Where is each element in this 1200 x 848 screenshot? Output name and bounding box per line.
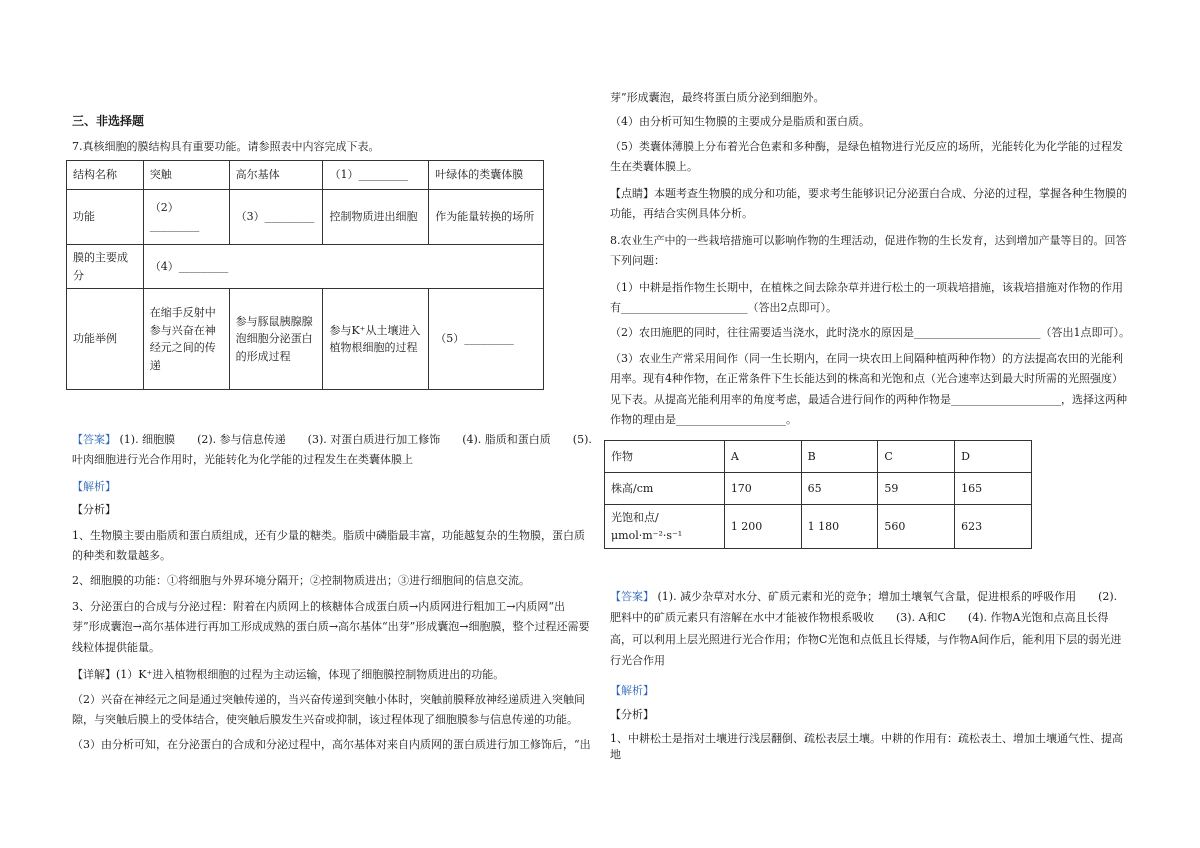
membrane-table — [66, 160, 544, 390]
right-last-paragraph: 1、中耕松土是指对土壤进行浅层翻倒、疏松表层土壤。中耕的作用有：疏松表土、增加土壤通气性、提高地 — [610, 732, 1123, 761]
table-cell: 功能举例 — [67, 289, 144, 390]
paragraph-3: 3、分泌蛋白的合成与分泌过程：附着在内质网上的核糖体合成蛋白质→内质网进行粗加工→内质网“出芽”形成囊泡→高尔基体进行再加工形成成熟的蛋白质→高尔基体“出芽”形成囊泡→细胞膜，整个过程还需要线粒体提供能量。 — [72, 600, 590, 654]
table-cell: （5）_________ — [429, 289, 544, 390]
table-cell: （1）_________ — [323, 161, 429, 190]
table-row — [605, 441, 1032, 473]
question-8-part-3: （3）农业生产常采用间作（同一生长期内，在同一块农田上间隔种植两种作物）的方法提高农田的光能利用率。现有4种作物，在正常条件下生长能达到的株高和光饱和点（光合速率达到最大时所需的光照强度）见下表。从提高光能利用率的角度考虑，最适合进行间作的两种作物是____________________，选择这两种作物的理由是____________________。 — [610, 352, 1127, 427]
table-cell: B — [801, 441, 878, 473]
paragraph-2: 2、细胞膜的功能：①将细胞与外界环境分隔开；②控制物质进出；③进行细胞间的信息交流。 — [72, 574, 530, 587]
remark-paragraph: 【点睛】本题考查生物膜的成分和功能，要求考生能够识记分泌蛋白合成、分泌的过程，掌握各种生物膜的功能，再结合实例具体分析。 — [610, 187, 1127, 221]
analysis-label: 【解析】 — [610, 684, 654, 697]
table-cell: 560 — [878, 505, 955, 549]
crop-table — [604, 440, 1032, 549]
table-cell: A — [724, 441, 801, 473]
paragraph-4: 【详解】(1）K⁺进入植物根细胞的过程为主动运输，体现了细胞膜控制物质进出的功能。 — [72, 668, 505, 681]
table-cell: 叶绿体的类囊体膜 — [429, 161, 544, 190]
paragraph-5: （2）兴奋在神经元之间是通过突触传递的，当兴奋传递到突触小体时，突触前膜释放神经递质进入突触间隙，与突触后膜上的受体结合，使突触后膜发生兴奋或抑制，该过程体现了细胞膜参与信息传递的功能。 — [72, 693, 585, 727]
question-8-part-2: （2）农田施肥的同时，往往需要适当浇水，此时浇水的原因是_______________________（答出1点即可）。 — [610, 326, 1130, 339]
question-8-part-1: （1）中耕是指作物生长期中，在植株之间去除杂草并进行松土的一项栽培措施，该栽培措施对作物的作用有_______________________（答出2点即可）。 — [610, 281, 1123, 315]
table-cell: 参与豚鼠胰腺腺泡细胞分泌蛋白的形成过程 — [229, 289, 323, 390]
table-row — [67, 289, 544, 390]
table-cell: （4）_________ — [143, 245, 543, 289]
table-cell: 光饱和点/μmol·m⁻²·s⁻¹ — [605, 505, 725, 549]
table-cell: D — [955, 441, 1032, 473]
table-row — [67, 245, 544, 289]
table-cell: 59 — [878, 473, 955, 505]
table-cell: 作为能量转换的场所 — [429, 190, 544, 245]
section-title: 三、非选择题 — [72, 114, 145, 128]
answer-text: (1). 减少杂草对水分、矿质元素和光的竞争；增加土壤氧气含量，促进根系的呼吸作用 (2). 肥料中的矿质元素只有溶解在水中才能被作物根系吸收 (3). A和C (4). 作物A光饱和点高且长得高，可以利用上层光照进行光合作用；作物C光饱和点低且长得矮，与作物A间作后，能利用下层的弱光进行光合作用 — [610, 590, 1122, 668]
answer-label: 【答案】 — [72, 433, 116, 446]
table-cell: 623 — [955, 505, 1032, 549]
table-cell: 株高/cm — [605, 473, 725, 505]
table-cell: 在缩手反射中参与兴奋在神经元之间的传递 — [143, 289, 229, 390]
table-cell: 功能 — [67, 190, 144, 245]
table-row — [605, 505, 1032, 549]
answer-block — [610, 586, 1130, 672]
table-row — [67, 190, 544, 245]
fenxi-label: 【分析】 — [72, 503, 116, 516]
table-cell: 突触 — [143, 161, 229, 190]
table-cell: （2）_________ — [143, 190, 229, 245]
analysis-label: 【解析】 — [72, 480, 116, 493]
table-cell: 170 — [724, 473, 801, 505]
answer-label: 【答案】 — [610, 590, 654, 603]
paragraph-6: （3）由分析可知，在分泌蛋白的合成和分泌过程中，高尔基体对来自内质网的蛋白质进行加工修饰后，“出 — [72, 738, 591, 751]
table-cell: 控制物质进出细胞 — [323, 190, 429, 245]
table-cell: 1 200 — [724, 505, 801, 549]
right-paragraph-2: （4）由分析可知生物膜的主要成分是脂质和蛋白质。 — [610, 115, 870, 128]
table-cell: C — [878, 441, 955, 473]
table-cell: 1 180 — [801, 505, 878, 549]
table-row — [67, 161, 544, 190]
table-cell: 作物 — [605, 441, 725, 473]
table-cell: 65 — [801, 473, 878, 505]
table-row — [605, 473, 1032, 505]
question-8-stem: 8.农业生产中的一些栽培措施可以影响作物的生理活动，促进作物的生长发育，达到增加产量等目的。回答下列问题： — [610, 234, 1127, 268]
fenxi-label: 【分析】 — [610, 708, 654, 721]
answer-block — [72, 430, 592, 471]
table-cell: 结构名称 — [67, 161, 144, 190]
table-cell: 165 — [955, 473, 1032, 505]
right-paragraph-1: 芽”形成囊泡，最终将蛋白质分泌到细胞外。 — [610, 91, 825, 104]
answer-text: (1). 细胞膜 (2). 参与信息传递 (3). 对蛋白质进行加工修饰 (4). 脂质和蛋白质 (5). 叶肉细胞进行光合作用时，光能转化为化学能的过程发生在类囊体膜上 — [72, 433, 592, 467]
table-cell: 参与K⁺从土壤进入植物根细胞的过程 — [323, 289, 429, 390]
table-cell: 膜的主要成分 — [67, 245, 144, 289]
question-7-stem: 7.真核细胞的膜结构具有重要功能。请参照表中内容完成下表。 — [72, 140, 380, 153]
right-paragraph-3: （5）类囊体薄膜上分布着光合色素和多种酶，是绿色植物进行光反应的场所，光能转化为化学能的过程发生在类囊体膜上。 — [610, 140, 1123, 174]
table-cell: （3）_________ — [229, 190, 323, 245]
paragraph-1: 1、生物膜主要由脂质和蛋白质组成，还有少量的糖类。脂质中磷脂最丰富，功能越复杂的生物膜，蛋白质的种类和数量越多。 — [72, 529, 585, 563]
table-cell: 高尔基体 — [229, 161, 323, 190]
